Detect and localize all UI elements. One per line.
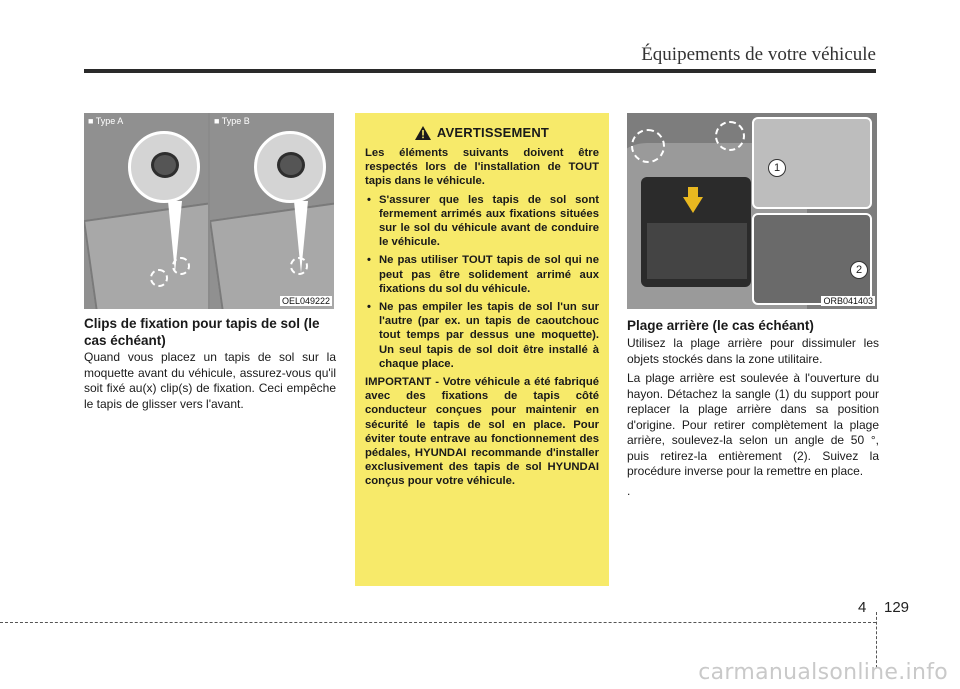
cargo-cover-paragraph: Utilisez la plage arrière pour dissimuler les objets stockés dans la zone utilitaire. bbox=[627, 336, 879, 366]
highlight-circle bbox=[631, 129, 665, 163]
highlight-circle bbox=[715, 121, 745, 151]
warning-list-item: • Ne pas empiler les tapis de sol l'un sur l'autre (par ex. un tapis de caoutchouc tout temps par dessus une moquette). Un seul tapis de sol doit être installé à chaque place. bbox=[365, 300, 599, 371]
down-arrow-icon bbox=[683, 197, 703, 213]
clip-location-circle bbox=[290, 257, 308, 275]
warning-title: AVERTISSEMENT bbox=[436, 125, 550, 140]
watermark: carmanualsonline.info bbox=[698, 660, 948, 685]
warning-list bbox=[365, 193, 599, 371]
strap-detail-inset bbox=[752, 117, 872, 209]
cargo-cover-paragraph: . bbox=[627, 483, 631, 498]
warning-triangle-icon bbox=[415, 126, 431, 140]
warning-list-item: • S'assurer que les tapis de sol sont fermement arrimés aux fixations situées sur le sol du véhicule avant de conduire le véhicule. bbox=[365, 193, 599, 250]
type-b-panel bbox=[210, 113, 334, 309]
footer-rule bbox=[0, 622, 876, 623]
cargo-cover-body bbox=[627, 336, 879, 503]
figure-code: OEL049222 bbox=[281, 296, 330, 306]
floor-mat-body: Quand vous placez un tapis de sol sur la moquette avant du véhicule, assurez-vous qu'il soit fixé au(x) clip(s) de fixation. Ceci empêche le tapis de glisser vers l'avant. bbox=[84, 350, 336, 411]
page-header-title: Équipements de votre véhicule bbox=[641, 44, 876, 65]
warning-list-item: • Ne pas utiliser TOUT tapis de sol qui ne peut pas être solidement arrimé aux fixations du sol du véhicule. bbox=[365, 253, 599, 296]
type-a-panel bbox=[84, 113, 208, 309]
floor-mat-clip-figure bbox=[84, 113, 334, 309]
type-a-label: ■ Type A bbox=[88, 116, 124, 126]
clip-icon bbox=[277, 152, 305, 178]
callout-badge-2: 2 bbox=[850, 261, 868, 279]
type-b-label: ■ Type B bbox=[214, 116, 250, 126]
cargo-cover-figure bbox=[627, 113, 877, 309]
callout-badge-1: 1 bbox=[768, 159, 786, 177]
page-number: 129 bbox=[884, 599, 910, 616]
clip-zoom-circle bbox=[254, 131, 326, 203]
warning-box bbox=[355, 113, 609, 586]
clip-location-circle bbox=[150, 269, 168, 287]
cargo-cover-heading: Plage arrière (le cas échéant) bbox=[627, 318, 814, 333]
cargo-area bbox=[647, 223, 747, 279]
floor-mat-illustration bbox=[210, 199, 334, 309]
warning-important: IMPORTANT - Votre véhicule a été fabriqué avec des fixations de tapis côté conducteur conçues pour maintenir en sécurité le tapis de sol en place. Pour éviter toute entrave au fonctionnement des pédales, HYUNDAI recommande d'installer exclusivement des tapis de sol HYUNDAI conçus pour votre véhicule. bbox=[365, 376, 599, 488]
clip-zoom-circle bbox=[128, 131, 200, 203]
warning-intro: Les éléments suivants doivent être respectés lors de l'installation de TOUT tapis dans le véhicule. bbox=[365, 147, 599, 188]
figure-code: ORB041403 bbox=[823, 296, 873, 306]
chapter-number: 4 bbox=[858, 599, 867, 616]
clip-icon bbox=[151, 152, 179, 178]
clip-location-circle bbox=[172, 257, 190, 275]
cargo-cover-paragraph: La plage arrière est soulevée à l'ouverture du hayon. Détachez la sangle (1) du support pour replacer la plage arrière dans sa position d'origine. Pour retirer complètement la plage arrière, soulevez-la selon un angle de 50 °, puis retirez-la entièrement (2). Suivez la procédure inverse pour la remettre en place. bbox=[627, 371, 879, 478]
floor-mat-illustration bbox=[84, 199, 208, 309]
header-rule bbox=[84, 69, 876, 73]
warning-header bbox=[365, 125, 599, 140]
floor-mat-heading: Clips de fixation pour tapis de sol (le cas échéant) bbox=[84, 316, 320, 348]
removal-detail-inset bbox=[752, 213, 872, 305]
